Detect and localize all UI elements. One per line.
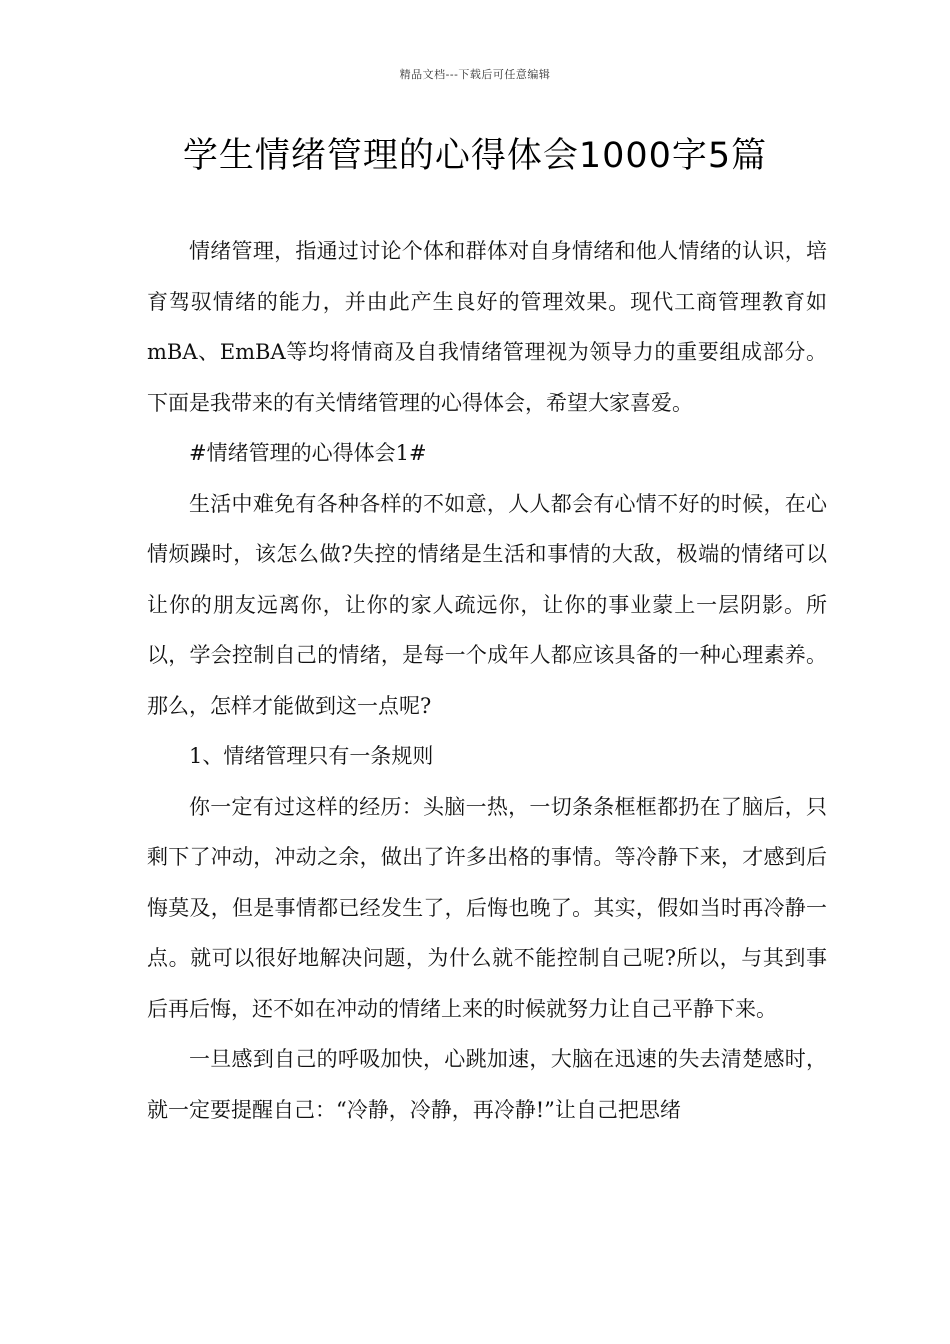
section-heading: #情绪管理的心得体会1# (189, 441, 427, 465)
header-note: 精品文档---下载后可任意编辑 (399, 68, 551, 81)
document-title: 学生情绪管理的心得体会1000字5篇 (182, 136, 768, 176)
subsection-heading: 1、情绪管理只有一条规则 (189, 744, 434, 768)
paragraph: 生活中难免有各种各样的不如意，人人都会有心情不好的时候，在心情烦躁时，该怎么做?失控的情绪是生活和事情的大敌，极端的情绪可以让你的朋友远离你，让你的家人疏远你，让你的事业蒙上一层阴影。所以，学会控制自己的情绪，是每一个成年人都应该具备的一种心理素养。那么，怎样才能做到这一点呢? (147, 491, 827, 718)
paragraph: 你一定有过这样的经历：头脑一热，一切条条框框都扔在了脑后，只剩下了冲动，冲动之余，做出了许多出格的事情。等冷静下来，才感到后悔莫及，但是事情都已经发生了，后悔也晚了。其实，假如当时再冷静一点。就可以很好地解决问题，为什么就不能控制自己呢?所以，与其到事后再后悔，还不如在冲动的情绪上来的时候就努力让自己平静下来。 (147, 794, 827, 1021)
paragraph-intro: 情绪管理，指通过讨论个体和群体对自身情绪和他人情绪的认识，培育驾驭情绪的能力，并由此产生良好的管理效果。现代工商管理教育如mBA、EmBA等均将情商及自我情绪管理视为领导力的重要组成部分。下面是我带来的有关情绪管理的心得体会，希望大家喜爱。 (147, 239, 827, 415)
document-body (147, 226, 827, 1135)
paragraph: 一旦感到自己的呼吸加快，心跳加速，大脑在迅速的失去清楚感时，就一定要提醒自己：“冷静，冷静，再冷静!”让自己把思绪 (147, 1047, 827, 1122)
